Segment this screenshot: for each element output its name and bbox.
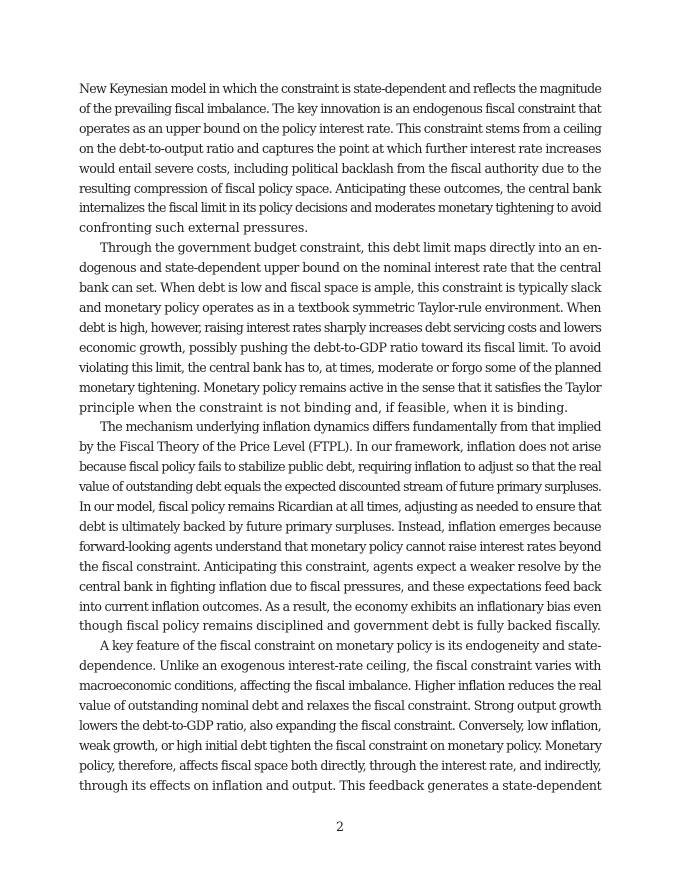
text-line: forward-looking agents understand that monetary policy cannot raise interest rates beyond	[79, 538, 601, 554]
text-line: through its effects on inflation and output. This feedback generates a state-dependent	[79, 777, 602, 793]
text-line: New Keynesian model in which the constraint is state-dependent and reflects the magnitude	[79, 81, 602, 96]
text-line: central bank in fighting inflation due to fiscal pressures, and these expectations feed back	[79, 578, 601, 594]
text-line: bank can set. When debt is low and fiscal space is ample, this constraint is typically slack	[79, 280, 601, 296]
text-line: debt is high, however, raising interest rates sharply increases debt servicing costs and lowers	[79, 319, 601, 335]
text-line: by the Fiscal Theory of the Price Level (FTPL). In our framework, inflation does not arise	[79, 439, 601, 455]
body-text	[79, 79, 601, 796]
text-line: violating this limit, the central bank has to, at times, moderate or forgo some of the planned	[79, 359, 601, 375]
text-line: operates as an upper bound on the policy interest rate. This constraint stems from a ceiling	[79, 120, 602, 136]
text-line: because fiscal policy fails to stabilize public debt, requiring inflation to adjust so that the real	[79, 459, 601, 475]
text-line: and monetary policy operates as in a textbook symmetric Taylor-rule environment. When	[79, 299, 601, 315]
text-line: A key feature of the fiscal constraint on monetary policy is its endogeneity and state-	[100, 638, 601, 654]
text-line: policy, therefore, affects fiscal space both directly, through the interest rate, and indirectly,	[79, 757, 601, 773]
text-line: dependence. Unlike an exogenous interest-rate ceiling, the fiscal constraint varies with	[79, 658, 601, 674]
paragraph-2	[79, 238, 601, 417]
text-line: into current inflation outcomes. As a result, the economy exhibits an inflationary bias even	[79, 598, 601, 614]
text-line: though fiscal policy remains disciplined and government debt is fully backed fiscally.	[79, 618, 601, 634]
text-line: macroeconomic conditions, affecting the fiscal imbalance. Higher inflation reduces the real	[79, 678, 601, 694]
text-line: debt is ultimately backed by future primary surpluses. Instead, inflation emerges because	[79, 518, 601, 534]
text-line: monetary tightening. Monetary policy remains active in the sense that it satisfies the Taylor	[79, 379, 601, 395]
text-line: resulting compression of fiscal policy space. Anticipating these outcomes, the central bank	[79, 180, 601, 196]
text-line: of the prevailing fiscal imbalance. The key innovation is an endogenous fiscal constraint that	[79, 100, 601, 116]
text-line: dogenous and state-dependent upper bound on the nominal interest rate that the central	[79, 260, 601, 276]
text-line: The mechanism underlying inflation dynamics differs fundamentally from that implied	[100, 419, 601, 435]
text-line: economic growth, possibly pushing the debt-to-GDP ratio toward its fiscal limit. To avoid	[79, 339, 601, 355]
text-line: weak growth, or high initial debt tighten the fiscal constraint on monetary policy. Monetary	[79, 737, 602, 753]
text-line: lowers the debt-to-GDP ratio, also expanding the fiscal constraint. Conversely, low inflation,	[79, 718, 601, 733]
paragraph-3	[79, 417, 601, 636]
text-line: would entail severe costs, including political backlash from the fiscal authority due to the	[79, 160, 601, 176]
page-number: 2	[335, 819, 344, 834]
text-line: In our model, fiscal policy remains Ricardian at all times, adjusting as needed to ensure that	[79, 499, 601, 515]
text-line: value of outstanding debt equals the expected discounted stream of future primary surpluses.	[79, 479, 601, 495]
text-line: internalizes the fiscal limit in its policy decisions and moderates monetary tightening to avoid	[79, 200, 601, 216]
text-line: principle when the constraint is not binding and, if feasible, when it is binding.	[79, 399, 569, 415]
text-line: value of outstanding nominal debt and relaxes the fiscal constraint. Strong output growth	[79, 698, 602, 714]
paragraph-1	[79, 79, 601, 238]
text-line: Through the government budget constraint, this debt limit maps directly into an en-	[100, 240, 602, 256]
text-line: confronting such external pressures.	[79, 220, 309, 236]
text-line: the fiscal constraint. Anticipating this constraint, agents expect a weaker resolve by the	[79, 558, 601, 574]
text-line: on the debt-to-output ratio and captures the point at which further interest rate increases	[79, 140, 601, 156]
paragraph-4	[79, 636, 601, 795]
